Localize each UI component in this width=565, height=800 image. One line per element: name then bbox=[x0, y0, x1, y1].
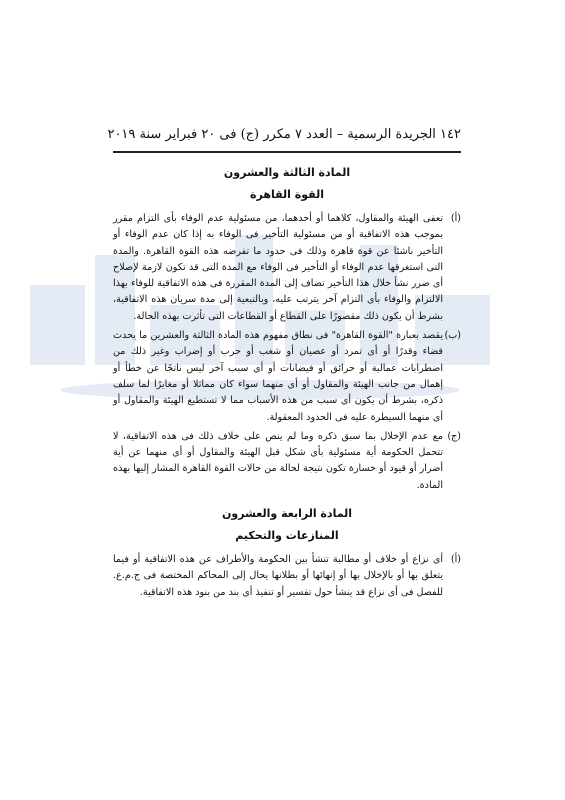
article-24-subtitle: المنازعات والتحكيم bbox=[235, 529, 339, 543]
article-23-title: المادة الثالثة والعشرون bbox=[223, 166, 351, 179]
article-23-clause-a bbox=[113, 211, 461, 325]
clause-marker: (ج) bbox=[447, 430, 461, 442]
clause-text: أى نزاع أو خلاف أو مطالبة تنشأ بين الحكومة والأطراف عن هذه الاتفاقية أو فيما يتعلق بها أو بالإخلال بها أو إنهائها أو بطلانها يحال إلى المحاكم المختصة فى ج.م.ع. للفصل فى أى نزاع قد ينشأ حول تفسير أو تنفيذ أى بند من بنود هذه الاتفاقية. bbox=[113, 554, 443, 598]
header-divider bbox=[113, 151, 461, 153]
article-24-title: المادة الرابعة والعشرون bbox=[222, 507, 352, 521]
clause-marker: (أ) bbox=[450, 554, 461, 566]
clause-marker: (ب) bbox=[444, 330, 461, 342]
article-23-subtitle: القوة القاهرة bbox=[250, 188, 324, 201]
article-24-clause-a bbox=[113, 552, 461, 601]
article-23-clause-c bbox=[113, 429, 461, 494]
clause-marker: (أ) bbox=[450, 213, 461, 224]
document-body bbox=[113, 160, 461, 604]
clause-text: مع عدم الإخلال بما سبق ذكره وما لم ينص على خلاف ذلك فى هذه الاتفاقية، لا تتحمل الحكومة أية مسئولية بأى شكل قبل الهيئة والمقاول أو أى منهما عن أية أضرار أو قيود أو خسارة تكون نتيجة لحالة من حالات القوة القاهرة المشار إليها بهذه المادة. bbox=[113, 430, 443, 491]
gazette-header: ١٤٢ الجريدة الرسمية – العدد ٧ مكرر (ج) فى ٢٠ فبراير سنة ٢٠١٩ bbox=[107, 127, 461, 142]
clause-text: تعفى الهيئة والمقاول، كلاهما أو أحدهما، من مسئولية عدم الوفاء بأى التزام مقرر بموجب هذه الاتفاقية أو من مسئولية التأخير فى الوفاء به إذا كان عدم الوفاء أو التأخير ناشئا عن قوة قاهرة وذلك فى حدود ما تفرضه هذه القوة القاهرة. والمدة التى استغرقها عدم الوفاء أو التأخير فى الوفاء مع المدة التى قد تكون لازمة لإصلاح أى ضرر نشأ خلال هذا التأخير تضاف إلى المدة المقررة فى هذه الاتفاقية للوفاء بهذا الالتزام والوفاء بأى التزام آخر يترتب عليه، وبالتبعية إلى مدة سريان هذه الاتفاقية، بشرط أن يكون ذلك مقصورًا على القطاع أو القطاعات التى تأثرت بهذه الحالة. bbox=[113, 213, 443, 322]
clause-text: يقصد بعبارة "القوة القاهرة" فى نطاق مفهوم هذه المادة الثالثة والعشرين ما يحدث قضاء وقدرًا أو أى تمرد أو عصيان أو شغب أو حرب أو إضراب وغير ذلك من اضطرابات عمالية أو حرائق أو فيضانات أو أى سبب آخر ليس ناتجًا عن خطأ أو إهمال من جانب الهيئة والمقاول أو أى منهما سواء كان مماثلا أو مغايرًا لما سلف ذكره، بشرط أن يكون أى سبب من هذه الأسباب مما لا تستطيع الهيئة والمقاول أو أى منهما السيطرة عليه فى الحدود المعقولة. bbox=[113, 330, 443, 423]
article-23-clause-b bbox=[113, 328, 461, 426]
section-spacer bbox=[113, 497, 461, 501]
